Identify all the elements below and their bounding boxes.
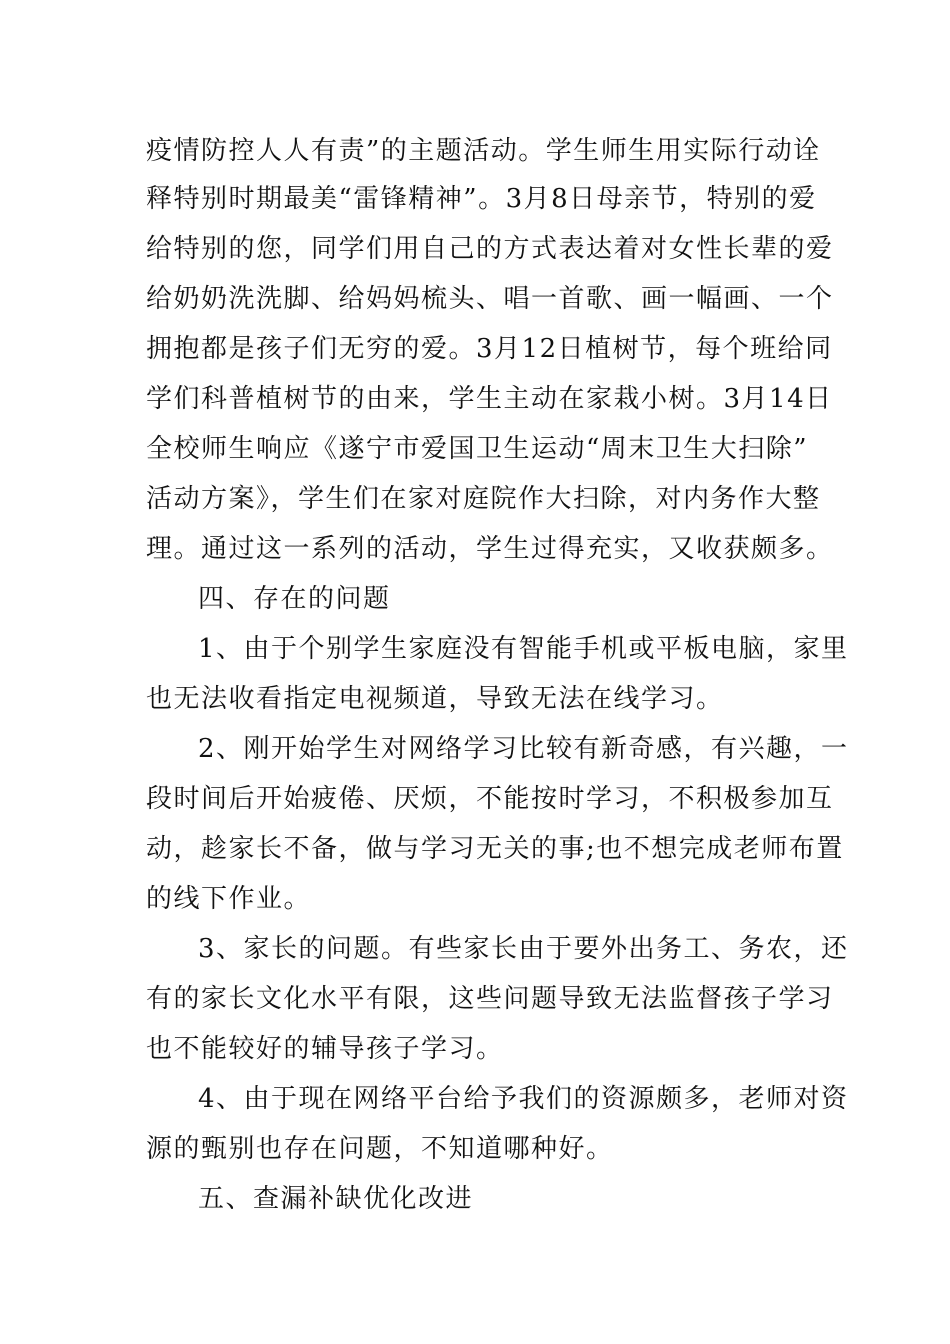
body-text-line: 源的甄别也存在问题，不知道哪种好。 (146, 1134, 614, 1164)
body-text-line: 全校师生响应《遂宁市爱国卫生运动“周末卫生大扫除” (146, 434, 809, 464)
body-text-line: 学们科普植树节的由来，学生主动在家栽小树。3月14日 (146, 384, 833, 414)
body-text-line: 1、由于个别学生家庭没有智能手机或平板电脑，家里 (198, 634, 849, 664)
body-text-line: 段时间后开始疲倦、厌烦，不能按时学习，不积极参加互 (146, 784, 834, 814)
body-text-line: 的线下作业。 (146, 884, 312, 914)
body-text-line: 有的家长文化水平有限，这些问题导致无法监督孩子学习 (146, 984, 834, 1014)
body-text-line: 也不能较好的辅导孩子学习。 (146, 1034, 504, 1064)
body-text-line: 拥抱都是孩子们无穷的爱。3月12日植树节，每个班给同 (146, 334, 833, 364)
body-text-line: 3、家长的问题。有些家长由于要外出务工、务农，还 (198, 934, 849, 964)
section-heading: 四、存在的问题 (198, 584, 391, 614)
body-text-line: 动，趁家长不备，做与学习无关的事;也不想完成老师布置 (146, 834, 844, 864)
body-text-line: 给奶奶洗洗脚、给妈妈梳头、唱一首歌、画一幅画、一个 (146, 284, 834, 314)
body-text-line: 2、刚开始学生对网络学习比较有新奇感，有兴趣，一 (198, 734, 849, 764)
body-text-line: 活动方案》，学生们在家对庭院作大扫除，对内务作大整 (146, 484, 821, 514)
body-text-line: 释特别时期最美“雷锋精神”。3月8日母亲节，特别的爱 (146, 184, 817, 214)
body-text-line: 4、由于现在网络平台给予我们的资源颇多，老师对资 (198, 1084, 849, 1114)
body-text-line: 给特别的您，同学们用自己的方式表达着对女性长辈的爱 (146, 234, 834, 264)
body-text-line: 也无法收看指定电视频道，导致无法在线学习。 (146, 684, 724, 714)
body-text-line: 疫情防控人人有责”的主题活动。学生师生用实际行动诠 (146, 136, 821, 166)
body-text-line: 理。通过这一系列的活动，学生过得充实，又收获颇多。 (146, 534, 834, 564)
section-heading: 五、查漏补缺优化改进 (198, 1184, 474, 1214)
